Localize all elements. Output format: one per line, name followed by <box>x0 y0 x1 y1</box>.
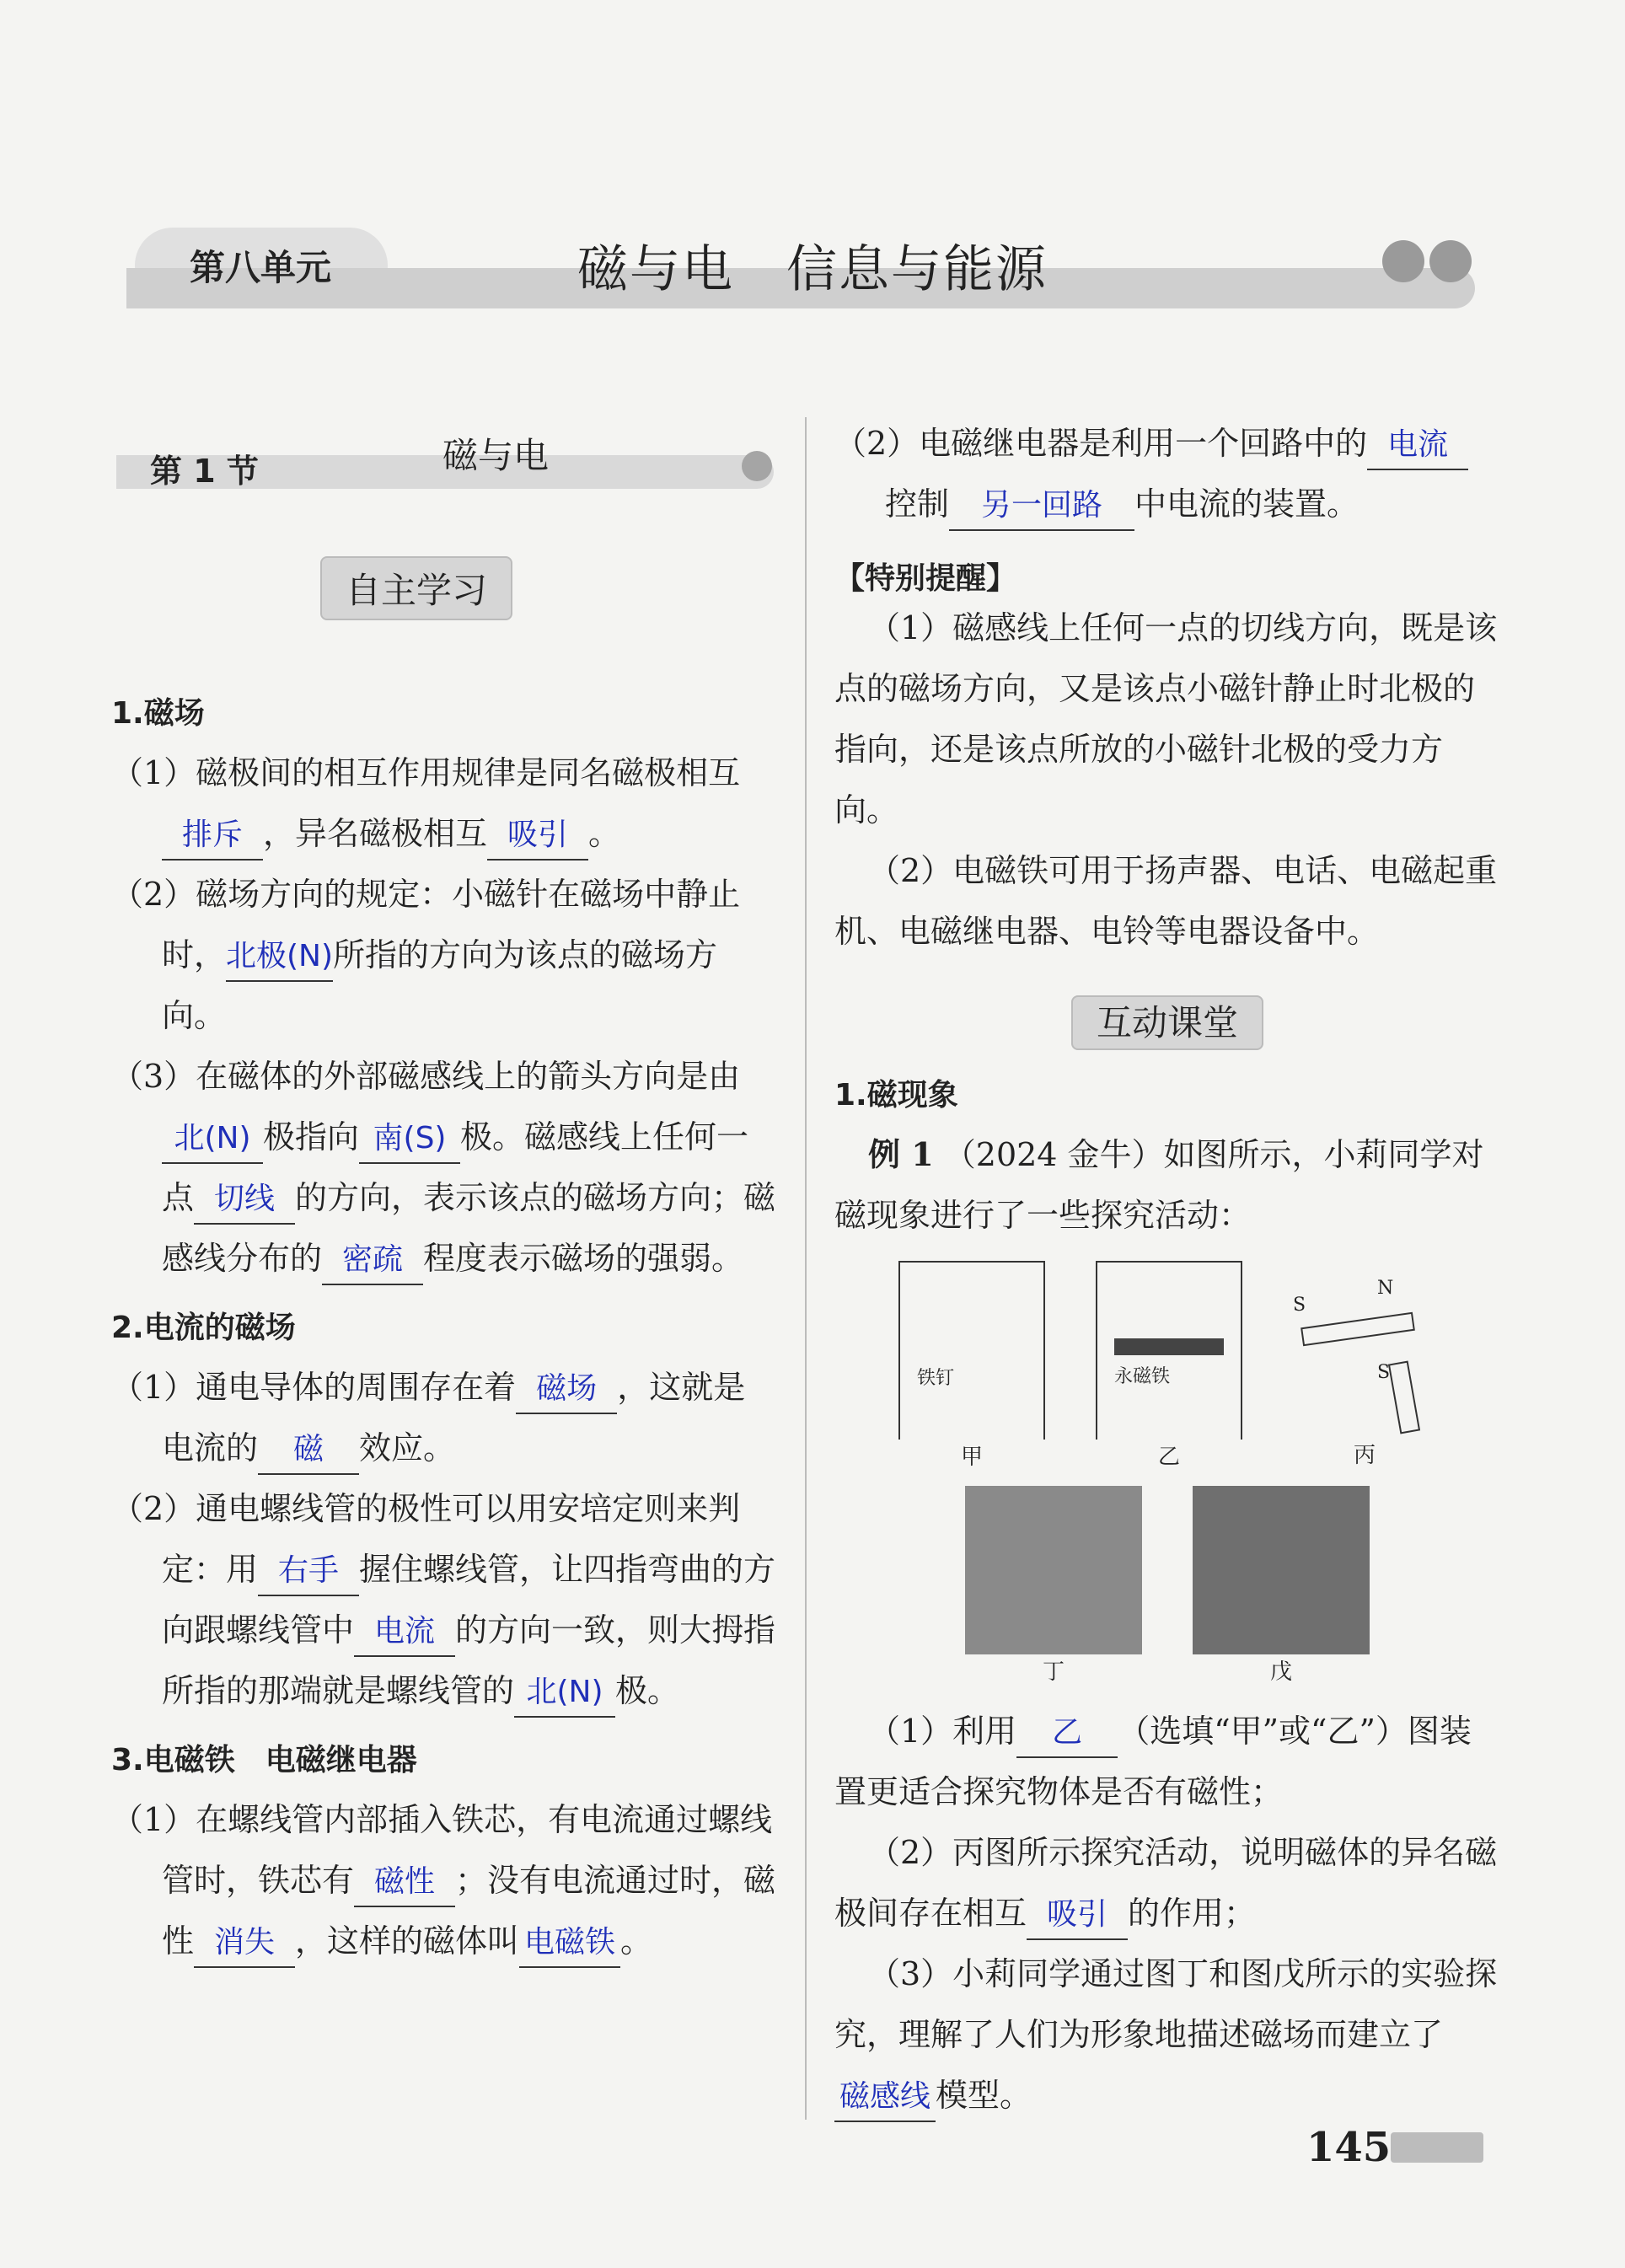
text: 极指向 <box>263 1118 360 1155</box>
question-3 <box>834 1944 1500 2126</box>
text: （2）丙图所示探究活动，说明磁体的异名磁极间存在相互 <box>834 1834 1498 1932</box>
answer-blank: 磁性 <box>354 1858 455 1907</box>
magnet-bar-icon <box>1114 1338 1224 1355</box>
pole-label: S <box>1293 1295 1306 1316</box>
section-title: 磁与电 <box>442 435 550 476</box>
text: 的作用； <box>1128 1895 1257 1932</box>
magnet-icon <box>1301 1312 1415 1346</box>
para-2 <box>111 864 777 1046</box>
figure-jia <box>898 1261 1045 1471</box>
figure-row-top <box>834 1261 1500 1471</box>
unit-title: 磁与电 信息与能源 <box>577 240 1048 299</box>
text: 中电流的装置。 <box>1134 485 1360 523</box>
text: 极。 <box>615 1672 680 1709</box>
magnet-label: 永磁铁 <box>1114 1366 1171 1387</box>
header-dots-icon <box>1382 240 1477 286</box>
figure-ding <box>965 1486 1142 1686</box>
answer-blank: 磁感线 <box>834 2073 936 2122</box>
fig-label: 乙 <box>1157 1445 1180 1470</box>
page-number: 145 <box>1306 2124 1392 2171</box>
text: ，这样的磁体叫 <box>295 1922 520 1960</box>
text: 。 <box>588 815 621 852</box>
answer-blank: 磁场 <box>516 1365 617 1414</box>
page-tab-icon <box>1391 2132 1483 2163</box>
text: （1）通电导体的周围存在着 <box>111 1369 517 1406</box>
magnet-icon <box>1388 1361 1420 1434</box>
answer-blank: 电流 <box>1367 421 1468 470</box>
example-text: （2024 金牛）如图所示，小莉同学对磁现象进行了一些探究活动： <box>834 1136 1484 1234</box>
answer-blank: 吸引 <box>1027 1891 1128 1940</box>
text: ，这就是电流的 <box>162 1369 746 1466</box>
compass-array-photo <box>1193 1486 1370 1654</box>
text: 极。磁感线上任何一点 <box>162 1118 749 1216</box>
answer-blank: 右手 <box>258 1547 359 1596</box>
text: （3）在磁体的外部磁感线上的箭头方向是由 <box>111 1058 741 1095</box>
interactive-badge: 互动课堂 <box>1071 995 1263 1050</box>
answer-blank: 北(N) <box>514 1669 615 1718</box>
heading-electromagnet: 3.电磁铁 电磁继电器 <box>111 1743 417 1777</box>
figure-wu <box>1193 1486 1370 1686</box>
para-1 <box>111 743 777 864</box>
stand-icon <box>1096 1261 1242 1440</box>
text: ；没有电流通过时，磁性 <box>162 1862 776 1960</box>
answer-blank: 密疏 <box>322 1236 423 1285</box>
answer-blank: 切线 <box>194 1176 295 1225</box>
heading-magnetic-phenomena: 1.磁现象 <box>834 1078 958 1113</box>
answer-blank: 北(N) <box>162 1115 263 1164</box>
para-6 <box>111 1789 777 1971</box>
iron-filings-photo <box>965 1486 1142 1654</box>
answer-blank: 磁 <box>258 1426 359 1475</box>
answer-blank: 排斥 <box>162 812 263 861</box>
text: 所指的方向为该点的磁场方向。 <box>162 936 718 1034</box>
text: （选填“甲”或“乙”）图装置更适合探究物体是否有磁性； <box>834 1713 1472 1810</box>
answer-blank: 电流 <box>354 1608 455 1657</box>
suspended-magnets-icon <box>1293 1261 1436 1438</box>
text: 效应。 <box>359 1429 456 1466</box>
tip-1: （1）磁感线上任何一点的切线方向，既是该点的磁场方向，又是该点小磁针静止时北极的指向，还是该点所放的小磁针北极的受力方向。 <box>834 609 1498 828</box>
para-relay <box>834 413 1500 534</box>
fig-label: 丁 <box>1042 1659 1065 1685</box>
answer-blank: 北极(N) <box>226 933 333 982</box>
text: 的方向，表示该点的磁场方向；磁感线分布的 <box>162 1179 776 1277</box>
example-label: 例 1 <box>868 1135 934 1173</box>
text: （3）小莉同学通过图丁和图戊所示的实验探究，理解了人们为形象地描述磁场而建立了 <box>834 1955 1498 2053</box>
pole-label: N <box>1377 1278 1394 1299</box>
fig-label: 丙 <box>1353 1443 1376 1468</box>
answer-blank: 吸引 <box>487 812 588 861</box>
text: （1）磁极间的相互作用规律是同名磁极相互 <box>111 754 741 791</box>
question-2 <box>834 1822 1500 1944</box>
right-column <box>834 413 1500 2126</box>
text: ，异名磁极相互 <box>263 815 488 852</box>
para-4 <box>111 1357 777 1478</box>
text: 握住螺线管，让四指弯曲的方向跟螺线管中 <box>162 1551 776 1649</box>
unit-label: 第八单元 <box>190 247 332 288</box>
answer-blank: 南(S) <box>359 1115 460 1164</box>
example-intro <box>834 1124 1500 1246</box>
pole-label: S <box>1377 1362 1391 1383</box>
text: 的方向一致，则大拇指所指的那端就是螺线管的 <box>162 1611 776 1709</box>
heading-magnetic-field: 1.磁场 <box>111 696 205 731</box>
figure-yi <box>1096 1261 1242 1471</box>
stand-icon <box>898 1261 1045 1440</box>
para-3 <box>111 1046 777 1289</box>
text: （2）通电螺线管的极性可以用安培定则来判定：用 <box>111 1490 741 1588</box>
text: 控制 <box>885 485 950 523</box>
column-divider <box>805 417 807 2120</box>
self-study-badge: 自主学习 <box>320 556 512 620</box>
text: （2）电磁继电器是利用一个回路中的 <box>834 425 1368 462</box>
tip-2: （2）电磁铁可用于扬声器、电话、电磁起重机、电磁继电器、电铃等电器设备中。 <box>834 852 1498 950</box>
tie-ding-label: 铁钉 <box>917 1368 955 1389</box>
fig-label: 甲 <box>960 1445 983 1470</box>
question-1 <box>834 1701 1500 1822</box>
para-5 <box>111 1478 777 1721</box>
figure-row-bottom <box>834 1486 1500 1686</box>
text: （1）在螺线管内部插入铁芯，有电流通过螺线管时，铁芯有 <box>111 1801 773 1899</box>
tip-heading: 【特别提醒】 <box>834 561 1017 596</box>
answer-blank: 消失 <box>194 1919 295 1968</box>
answer-blank: 乙 <box>1016 1709 1118 1758</box>
heading-current-field: 2.电流的磁场 <box>111 1311 296 1345</box>
fig-label: 戊 <box>1269 1659 1292 1685</box>
figure-bing <box>1293 1261 1436 1471</box>
answer-blank: 电磁铁 <box>519 1919 620 1968</box>
text: 。 <box>620 1922 653 1960</box>
left-column <box>111 674 777 1971</box>
text: 模型。 <box>936 2077 1032 2114</box>
section-label: 第 1 节 <box>150 453 259 490</box>
section-dot-icon <box>742 451 772 481</box>
text: （2）磁场方向的规定：小磁针在磁场中静止时， <box>111 876 741 973</box>
answer-blank: 另一回路 <box>949 482 1134 531</box>
text: （1）利用 <box>868 1713 1017 1750</box>
text: 程度表示磁场的强弱。 <box>423 1240 744 1277</box>
